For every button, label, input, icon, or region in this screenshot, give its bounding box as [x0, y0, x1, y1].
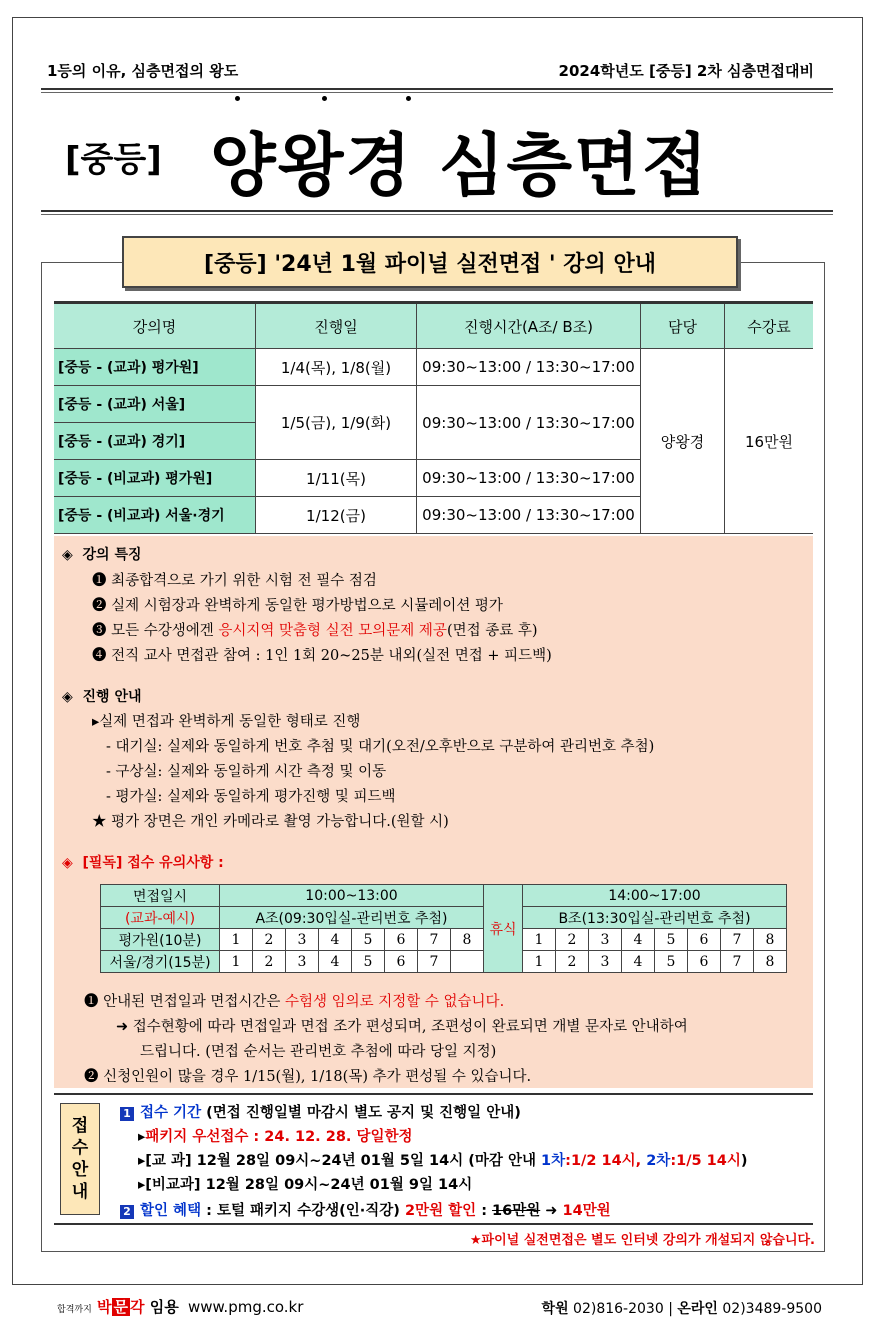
apply-section — [54, 1093, 813, 1223]
slot: 1 — [523, 929, 556, 951]
slot: 5 — [352, 951, 385, 973]
progress-item: - 구상실: 실제와 동일하게 시간 측정 및 이동 — [106, 764, 387, 780]
apply-package: ▸패키지 우선접수 : 24. 12. 28. 당일한정 — [138, 1129, 413, 1145]
title-rule — [41, 210, 833, 215]
number-badge: 2 — [120, 1205, 134, 1219]
table-row — [101, 907, 787, 929]
emphasis-dot — [235, 96, 240, 101]
course-time: 09:30~13:00 / 13:30~17:00 — [417, 460, 641, 497]
col-header: 강의명 — [54, 303, 256, 349]
col-header: 수강료 — [725, 303, 814, 349]
slot: 2 — [253, 951, 286, 973]
slot: 8 — [754, 951, 787, 973]
emphasis-dot — [406, 96, 411, 101]
course-date: 1/4(목), 1/8(월) — [256, 349, 417, 386]
apply-bottom-rule — [54, 1223, 813, 1225]
progress-item: - 평가실: 실제와 동일하게 평가진행 및 피드백 — [106, 789, 396, 805]
slot: 2 — [556, 951, 589, 973]
schedule-b-desc: B조(13:30입실-관리번호 추첨) — [523, 907, 787, 929]
progress-item: ★ 평가 장면은 개인 카메라로 촬영 가능합니다.(원할 시) — [92, 814, 449, 830]
table-header-row — [54, 303, 813, 349]
schedule-b-time: 14:00~17:00 — [523, 885, 787, 907]
slot: 5 — [655, 929, 688, 951]
progress-item: ▸실제 면접과 완벽하게 동일한 형태로 진행 — [92, 714, 361, 730]
note-item: ❷ 신청인원이 많을 경우 1/15(월), 1/18(목) 추가 편성될 수 있습니다. — [84, 1069, 532, 1085]
apply-subject: ▸[교 과] 12월 28일 09시~24년 01월 5일 14시 (마감 안내 1차:1/2 14시, 2차:1/5 14시) — [138, 1153, 748, 1169]
schedule-label: 면접일시 — [101, 885, 220, 907]
slot: 2 — [253, 929, 286, 951]
course-name: [중등 - (교과) 서울] — [54, 386, 256, 423]
publisher-logo: 합격까지 박 문 각 임용 — [57, 1298, 179, 1316]
slot: 7 — [418, 929, 451, 951]
table-row — [101, 885, 787, 907]
diamond-icon: ◈ — [62, 547, 73, 563]
schedule-table — [100, 884, 787, 973]
apply-period: 1 접수 기간 (면접 진행일별 마감시 별도 공지 및 진행일 안내) — [120, 1101, 521, 1122]
slot: 6 — [385, 929, 418, 951]
slot: 7 — [721, 951, 754, 973]
note-item: ❶ 안내된 면접일과 면접시간은 수험생 임의로 지정할 수 없습니다. — [84, 994, 505, 1010]
slot: 6 — [385, 951, 418, 973]
schedule-example: (교과-예시) — [101, 907, 220, 929]
footnote: ★파이널 실전면접은 별도 인터넷 강의가 개설되지 않습니다. — [469, 1233, 815, 1248]
course-name: [중등 - (비교과) 서울·경기 — [54, 497, 256, 534]
course-time: 09:30~13:00 / 13:30~17:00 — [417, 349, 641, 386]
col-header: 진행시간(A조/ B조) — [417, 303, 641, 349]
slot: 5 — [655, 951, 688, 973]
col-header: 담당 — [641, 303, 725, 349]
course-date: 1/12(금) — [256, 497, 417, 534]
slot: 5 — [352, 929, 385, 951]
number-badge: 1 — [120, 1107, 134, 1121]
title-category: [중등] — [65, 140, 162, 180]
slot: 3 — [589, 929, 622, 951]
schedule-break: 휴식 — [484, 885, 523, 973]
slot: 2 — [556, 929, 589, 951]
slot: 4 — [319, 929, 352, 951]
course-date: 1/11(목) — [256, 460, 417, 497]
note-item: ➜ 접수현황에 따라 면접일과 면접 조가 편성되며, 조편성이 완료되면 개별 문자로 안내하여 — [116, 1019, 688, 1035]
title-main: 양왕경 심층면접 — [210, 127, 710, 206]
schedule-a-desc: A조(09:30입실-관리번호 추첨) — [220, 907, 484, 929]
header-course-year: 2024학년도 [중등] 2차 심층면접대비 — [558, 62, 814, 80]
slot: 3 — [286, 929, 319, 951]
slot: 8 — [451, 929, 484, 951]
slot: 4 — [622, 929, 655, 951]
header-rule — [41, 88, 833, 93]
apply-discount: 2 할인 혜택 : 토털 패키지 수강생(인·직강) 2만원 할인 : 16만원 ➜ 14만원 — [120, 1199, 611, 1220]
slot: 4 — [622, 951, 655, 973]
col-header: 진행일 — [256, 303, 417, 349]
slot: 1 — [220, 951, 253, 973]
course-time: 09:30~13:00 / 13:30~17:00 — [417, 497, 641, 534]
subtitle-banner: [중등] '24년 1월 파이널 실전면접 ' 강의 안내 — [122, 236, 738, 288]
feature-item: ❷ 실제 시험장과 완벽하게 동일한 평가방법으로 시뮬레이션 평가 — [92, 598, 503, 614]
course-name: [중등 - (비교과) 평가원] — [54, 460, 256, 497]
slot: 6 — [688, 929, 721, 951]
schedule-a-time: 10:00~13:00 — [220, 885, 484, 907]
slot: 3 — [589, 951, 622, 973]
slot: 7 — [721, 929, 754, 951]
course-date: 1/5(금), 1/9(화) — [256, 386, 417, 460]
slot: 1 — [220, 929, 253, 951]
slot: 8 — [754, 929, 787, 951]
table-row — [101, 951, 787, 973]
notice-heading: ◈ [필독] 접수 유의사항 : — [62, 855, 224, 871]
schedule-row-label: 평가원(10분) — [101, 929, 220, 951]
diamond-icon: ◈ — [62, 689, 73, 705]
contact-info: 학원 02)816-2030 | 온라인 02)3489-9500 — [541, 1301, 822, 1317]
apply-label: 접 수 안 내 — [60, 1103, 100, 1215]
course-name: [중등 - (교과) 평가원] — [54, 349, 256, 386]
instructor: 양왕경 — [641, 349, 725, 534]
fee: 16만원 — [725, 349, 814, 534]
slot: 3 — [286, 951, 319, 973]
slot-empty — [451, 951, 484, 973]
course-name: [중등 - (교과) 경기] — [54, 423, 256, 460]
page-title — [65, 112, 825, 207]
note-item: 드립니다. (면접 순서는 관리번호 추첨에 따라 당일 지정) — [140, 1044, 497, 1060]
slot: 7 — [418, 951, 451, 973]
header-slogan: 1등의 이유, 심층면접의 왕도 — [47, 62, 239, 80]
info-panel — [54, 536, 813, 1088]
progress-heading: ◈ 진행 안내 — [62, 689, 142, 705]
feature-item: ❹ 전직 교사 면접관 참여 : 1인 1회 20~25분 내외(실전 면접 + 피드백) — [92, 648, 552, 664]
website-link[interactable]: www.pmg.co.kr — [188, 1298, 304, 1316]
feature-item: ❶ 최종합격으로 가기 위한 시험 전 필수 점검 — [92, 573, 377, 589]
table-row — [101, 929, 787, 951]
features-heading: ◈ 강의 특징 — [62, 547, 142, 563]
slot: 6 — [688, 951, 721, 973]
apply-nonsubject: ▸[비교과] 12월 28일 09시~24년 01월 9일 14시 — [138, 1177, 473, 1193]
emphasis-dot — [322, 96, 327, 101]
progress-item: - 대기실: 실제와 동일하게 번호 추첨 및 대기(오전/오후반으로 구분하여 관리번호 추첨) — [106, 739, 655, 755]
slot: 4 — [319, 951, 352, 973]
feature-item: ❸ 모든 수강생에겐 응시지역 맞춤형 실전 모의문제 제공(면접 종료 후) — [92, 623, 538, 639]
schedule-row-label: 서울/경기(15분) — [101, 951, 220, 973]
course-time: 09:30~13:00 / 13:30~17:00 — [417, 386, 641, 460]
course-table — [54, 301, 813, 534]
table-row — [54, 349, 813, 386]
diamond-icon: ◈ — [62, 855, 73, 871]
slot: 1 — [523, 951, 556, 973]
